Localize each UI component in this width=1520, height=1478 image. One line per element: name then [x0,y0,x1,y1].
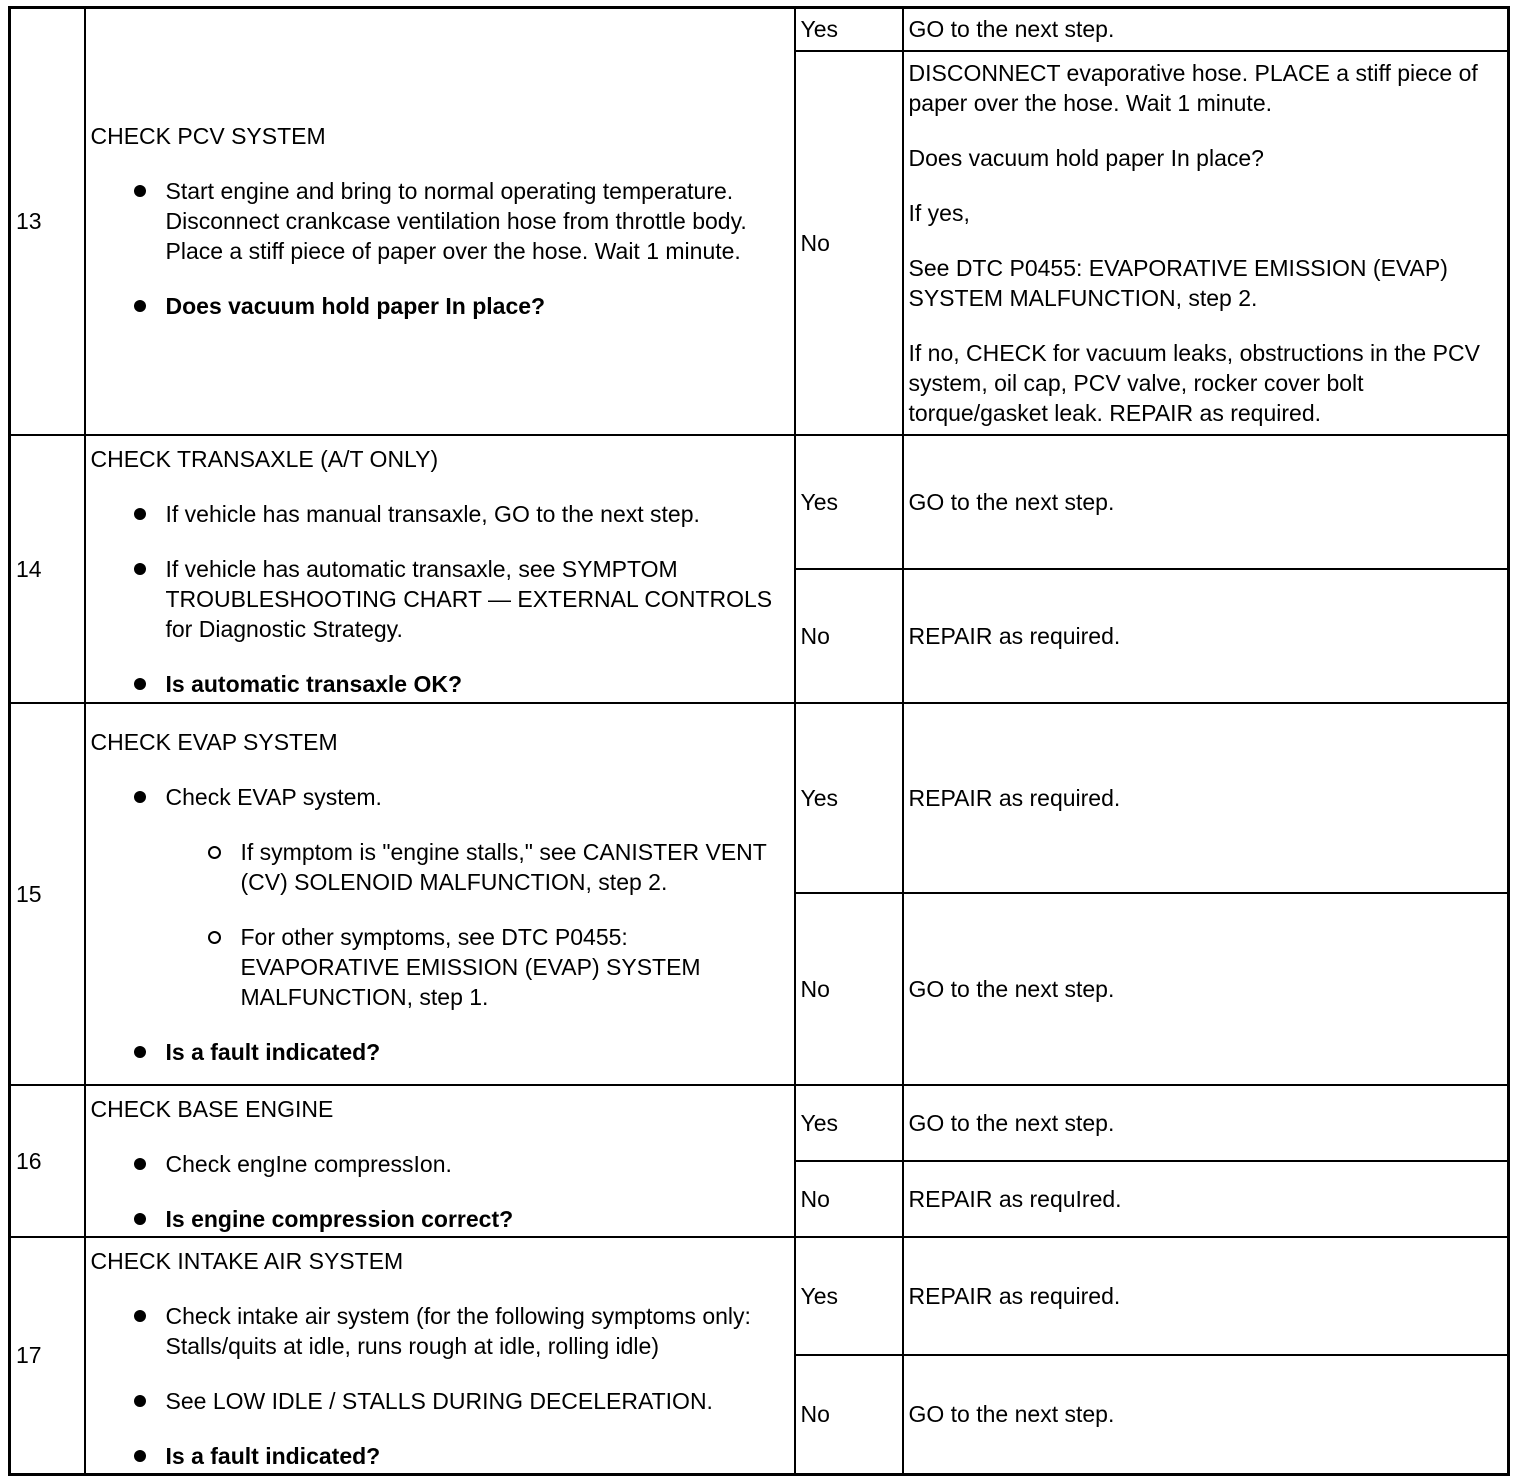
result-paragraph: See DTC P0455: EVAPORATIVE EMISSION (EVAP) SYSTEM MALFUNCTION, step 2. [908,254,1448,311]
sub-bullet-item: If symptom is "engine stalls," see CANISTER VENT (CV) SOLENOID MALFUNCTION, step 2. [166,837,789,897]
result-paragraph: DISCONNECT evaporative hose. PLACE a stiff piece of paper over the hose. Wait 1 minute. [908,59,1478,116]
bullet-icon [134,678,146,690]
bullet-item: Check intake air system (for the following symptoms only: Stalls/quits at idle, runs rough at idle, rolling idle) [91,1301,789,1361]
bullet-icon [134,1395,146,1407]
no-result: REPAIR as requIred. [903,1161,1509,1237]
bullet-list [91,782,789,1067]
step-number: 15 [10,703,85,1085]
question-item: Is a fault indicated? [91,1037,789,1067]
bullet-icon [134,1310,146,1322]
step-13-action [85,8,795,435]
yes-result: GO to the next step. [903,1085,1509,1161]
result-paragraph: Does vacuum hold paper In place? [908,144,1264,171]
result-paragraph: If yes, [908,199,970,226]
question-item: Is automatic transaxle OK? [91,669,789,699]
step-16-yes-row [10,1085,1509,1161]
step-title: CHECK INTAKE AIR SYSTEM [90,1247,404,1274]
yes-result: GO to the next step. [903,435,1509,569]
bullet-item: Start engine and bring to normal operating temperature. Disconnect crankcase ventilation hose from throttle body. Place a stiff piece of paper over the hose. Wait 1 minute. [91,176,789,266]
step-number: 17 [10,1237,85,1475]
yes-label: Yes [795,1237,903,1355]
step-14-action [85,435,795,703]
sub-bullet-item: For other symptoms, see DTC P0455: EVAPORATIVE EMISSION (EVAP) SYSTEM MALFUNCTION, step 1. [166,922,789,1012]
no-result: GO to the next step. [903,1355,1509,1475]
bullet-icon [134,508,146,520]
question-item: Does vacuum hold paper In place? [91,291,789,321]
bullet-item: If vehicle has manual transaxle, GO to the next step. [91,499,789,529]
sub-bullet-list [166,837,789,1012]
bullet-icon [134,185,146,197]
no-label: No [795,893,903,1085]
step-number: 16 [10,1085,85,1237]
yes-label: Yes [795,703,903,893]
step-title: CHECK PCV SYSTEM [90,123,326,150]
bullet-item: Check EVAP system. If symptom is "engine stalls," see CANISTER VENT (CV) SOLENOID MALFUNCTION, step 2. For other symptoms, see DTC P0455: EVAPORATIVE EMISSION (EVAP) SYSTEM MALFUNCTION, step 1. [91,782,789,1012]
yes-result: GO to the next step. [903,8,1509,51]
hollow-bullet-icon [208,846,221,859]
no-label: No [795,569,903,703]
bullet-icon [134,791,146,803]
step-15-action [85,703,795,1085]
bullet-list [91,1149,789,1234]
step-number: 13 [10,8,85,435]
question-item: Is a fault indicated? [91,1441,789,1471]
step-14-yes-row [10,435,1509,569]
step-16-action [85,1085,795,1237]
bullet-item: If vehicle has automatic transaxle, see SYMPTOM TROUBLESHOOTING CHART — EXTERNAL CONTROLS for Diagnostic Strategy. [91,554,789,644]
no-result: REPAIR as required. [903,569,1509,703]
bullet-icon [134,1213,146,1225]
yes-label: Yes [795,1085,903,1161]
step-17-yes-row [10,1237,1509,1355]
bullet-item: See LOW IDLE / STALLS DURING DECELERATION. [91,1386,789,1416]
step-13-yes-row [10,8,1509,51]
no-result [903,51,1509,435]
bullet-list [91,176,789,321]
bullet-icon [134,300,146,312]
step-title: CHECK TRANSAXLE (A/T ONLY) [90,446,439,472]
bullet-list [91,499,789,699]
bullet-item: Check engIne compressIon. [91,1149,789,1179]
no-label: No [795,1355,903,1475]
step-17-action [85,1237,795,1475]
step-title: CHECK EVAP SYSTEM [90,728,338,755]
bullet-icon [134,563,146,575]
bullet-list [91,1301,789,1471]
step-title: CHECK BASE ENGINE [90,1095,334,1122]
no-result: GO to the next step. [903,893,1509,1085]
yes-result: REPAIR as required. [903,703,1509,893]
yes-label: Yes [795,435,903,569]
yes-label: Yes [795,8,903,51]
bullet-icon [134,1046,146,1058]
no-label: No [795,51,903,435]
hollow-bullet-icon [208,931,221,944]
no-label: No [795,1161,903,1237]
yes-result: REPAIR as required. [903,1237,1509,1355]
step-number: 14 [10,435,85,703]
step-15-yes-row [10,703,1509,893]
bullet-icon [134,1450,146,1462]
diagnostic-table [8,6,1510,1476]
bullet-icon [134,1158,146,1170]
result-paragraph: If no, CHECK for vacuum leaks, obstructions in the PCV system, oil cap, PCV valve, rocker cover bolt torque/gasket leak. REPAIR as required. [908,339,1480,426]
question-item: Is engine compression correct? [91,1204,789,1234]
